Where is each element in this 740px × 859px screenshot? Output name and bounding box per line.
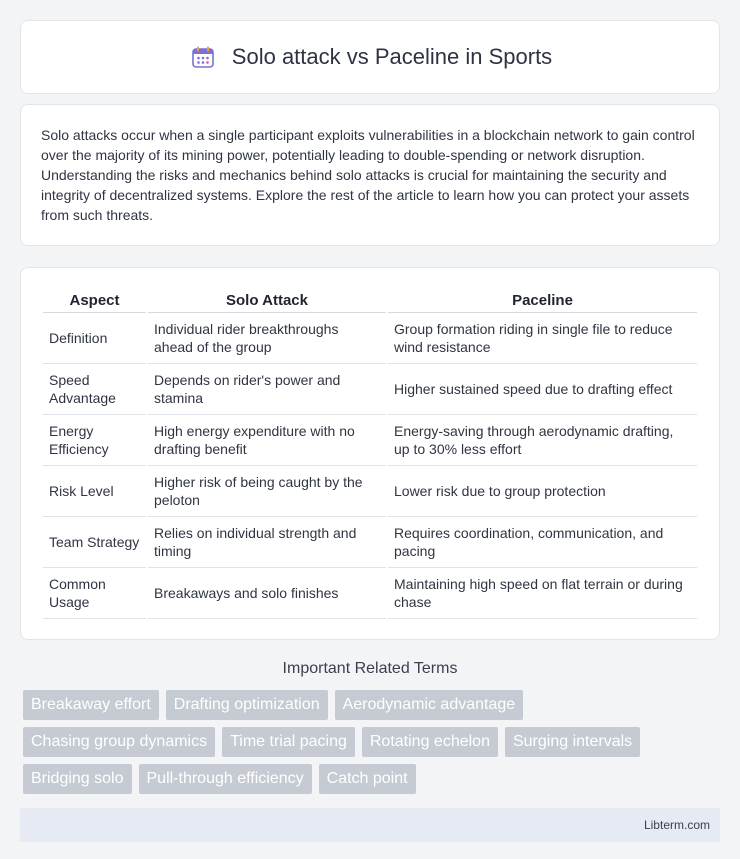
title-card: [20, 20, 720, 94]
related-term-tag[interactable]: Breakaway effort: [23, 690, 159, 720]
table-header-row: [43, 286, 697, 313]
cell-aspect: Definition: [43, 313, 146, 364]
related-term-tag[interactable]: Catch point: [319, 764, 416, 794]
table-row: [43, 313, 697, 364]
comparison-table: [41, 286, 699, 619]
cell-paceline: Lower risk due to group protection: [388, 466, 697, 517]
cell-solo: High energy expenditure with no drafting benefit: [148, 415, 386, 466]
table-row: [43, 568, 697, 619]
cell-aspect: Energy Efficiency: [43, 415, 146, 466]
table-row: [43, 415, 697, 466]
related-term-tag[interactable]: Chasing group dynamics: [23, 727, 215, 757]
related-term-tag[interactable]: Bridging solo: [23, 764, 132, 794]
cell-solo: Higher risk of being caught by the peloton: [148, 466, 386, 517]
cell-solo: Depends on rider's power and stamina: [148, 364, 386, 415]
header-paceline: Paceline: [388, 286, 697, 313]
cell-aspect: Common Usage: [43, 568, 146, 619]
cell-aspect: Speed Advantage: [43, 364, 146, 415]
footer: [20, 808, 720, 842]
page-title: Solo attack vs Paceline in Sports: [231, 44, 553, 69]
cell-solo: Individual rider breakthroughs ahead of the group: [148, 313, 386, 364]
cell-solo: Relies on individual strength and timing: [148, 517, 386, 568]
cell-aspect: Risk Level: [43, 466, 146, 517]
intro-text: Solo attacks occur when a single participant exploits vulnerabilities in a blockchain network to gain control over the majority of its mining power, potentially leading to double-spending or network disruption. Understanding the risks and mechanics behind solo attacks is crucial for maintaining the security and integrity of decentralized systems. Explore the rest of the article to learn how you can protect your assets from such threats.: [41, 127, 695, 223]
cell-paceline: Higher sustained speed due to drafting effect: [388, 364, 697, 415]
calendar-icon: [188, 42, 218, 72]
cell-paceline: Maintaining high speed on flat terrain or during chase: [388, 568, 697, 619]
related-terms-list: [20, 690, 720, 794]
cell-paceline: Requires coordination, communication, and pacing: [388, 517, 697, 568]
cell-paceline: Energy-saving through aerodynamic drafting, up to 30% less effort: [388, 415, 697, 466]
comparison-card: [20, 267, 720, 640]
related-term-tag[interactable]: Time trial pacing: [222, 727, 355, 757]
related-term-tag[interactable]: Surging intervals: [505, 727, 640, 757]
table-row: [43, 466, 697, 517]
header-solo-attack: Solo Attack: [148, 286, 386, 313]
cell-aspect: Team Strategy: [43, 517, 146, 568]
cell-paceline: Group formation riding in single file to reduce wind resistance: [388, 313, 697, 364]
related-term-tag[interactable]: Drafting optimization: [166, 690, 328, 720]
related-terms-title: Important Related Terms: [282, 660, 458, 677]
intro-card: [20, 104, 720, 246]
table-row: [43, 517, 697, 568]
cell-solo: Breakaways and solo finishes: [148, 568, 386, 619]
table-row: [43, 364, 697, 415]
related-term-tag[interactable]: Pull-through efficiency: [139, 764, 312, 794]
related-term-tag[interactable]: Aerodynamic advantage: [335, 690, 524, 720]
header-aspect: Aspect: [43, 286, 146, 313]
footer-site-link[interactable]: Libterm.com: [643, 818, 710, 832]
related-term-tag[interactable]: Rotating echelon: [362, 727, 498, 757]
